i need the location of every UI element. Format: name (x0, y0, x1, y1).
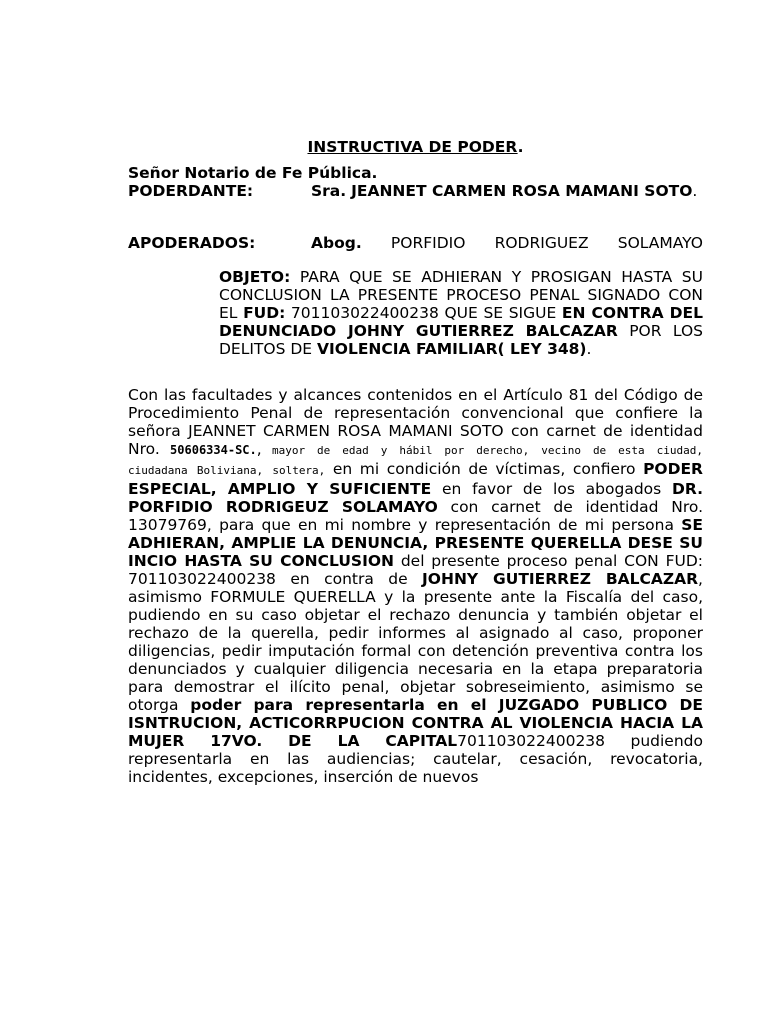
apoderados-prefix: Abog. (311, 234, 362, 252)
salutation: Señor Notario de Fe Pública. (128, 164, 378, 182)
apoderados-name: PORFIDIO RODRIGUEZ SOLAMAYO (390, 234, 703, 252)
body-bold-3: SE ADHIERAN, AMPLIE LA DENUNCIA, PRESENTE QUERELLA DESE SU INCIO HASTA SU CONCLUSION (128, 516, 703, 570)
body-text-3: en mi condición de víctimas, confiero (325, 460, 644, 478)
objeto-text-3: POR LOS DELITOS DE (219, 322, 703, 358)
objeto-paragraph (219, 268, 703, 358)
apoderados-row (128, 234, 703, 252)
document-title (128, 137, 703, 157)
poderdante-period: . (692, 182, 698, 200)
body-text-1: Con las facultades y alcances contenidos en el Artículo 81 del Código de Procedimiento Penal de representación convencional que confiere la señora JEANNET CARMEN ROSA MAMANI SOTO con carnet de identidad Nro. (128, 386, 703, 458)
body-text-7: , asimismo FORMULE QUERELLA y la presente ante la Fiscalía del caso, pudiendo en su caso objetar el rechazo denuncia y también objetar el rechazo de la querella, pedir informes al asignado al caso, proponer diligencias, pedir imputación formal con detención preventiva contra los denunciados y cualquier diligencia necesaria en la etapa preparatoria para demostrar el ilícito penal, objetar sobreseimiento, asimismo se otorga (128, 570, 703, 714)
body-bold-5: poder para representarla en el JUZGADO PUBLICO DE ISNTRUCION, ACTICORRPUCION CONTRA AL VIOLENCIA HACIA LA MUJER 17VO. DE LA CAPITAL (128, 696, 703, 750)
objeto-label: OBJETO: (219, 268, 291, 286)
body-text-5: con carnet de identidad Nro. 13079769, para que en mi nombre y representación de mi persona (128, 498, 703, 534)
body-text-8: 701103022400238 pudiendo representarla en las audiencias; cautelar, cesación, revocatoria, incidentes, excepciones, inserción de nuevos (128, 732, 703, 786)
body-paragraph (128, 386, 703, 786)
title-period: . (517, 138, 524, 156)
objeto-fud-label: FUD: (243, 304, 286, 322)
body-small-text: mayor de edad y hábil por derecho, vecino de esta ciudad, ciudadana Boliviana, soltera, (128, 444, 703, 477)
poderdante-row (128, 182, 703, 218)
poderdante-prefix: Sra. (311, 182, 347, 200)
objeto-bold-2: VIOLENCIA FAMILIAR( LEY 348) (317, 340, 587, 358)
apoderados-value (311, 234, 703, 252)
body-bold-2: DR. PORFIDIO RODRIGEUZ SOLAMAYO (128, 480, 704, 516)
body-text-4: en favor de los abogados (431, 480, 673, 498)
title-text: INSTRUCTIVA DE PODER (307, 138, 518, 156)
objeto-text-2: 701103022400238 QUE SE SIGUE (285, 304, 562, 322)
poderdante-label: PODERDANTE: (128, 182, 254, 200)
poderdante-value (311, 182, 703, 200)
objeto-text-4: . (586, 340, 592, 358)
apoderados-label: APODERADOS: (128, 234, 256, 252)
poderdante-name: JEANNET CARMEN ROSA MAMANI SOTO (351, 182, 693, 200)
body-text-2: , (256, 440, 272, 458)
body-bold-1: PODER ESPECIAL, AMPLIO Y SUFICIENTE (128, 460, 703, 498)
objeto-text-1: PARA QUE SE ADHIERAN Y PROSIGAN HASTA SU CONCLUSION LA PRESENTE PROCESO PENAL SIGNADO CON EL (219, 268, 703, 322)
body-text-6: del presente proceso penal CON FUD: 701103022400238 en contra de (128, 552, 703, 588)
body-ci-number: 50606334-SC. (170, 443, 257, 457)
body-bold-4: JOHNY GUTIERREZ BALCAZAR (422, 570, 699, 588)
objeto-bold-1: EN CONTRA DEL DENUNCIADO JOHNY GUTIERREZ BALCAZAR (219, 304, 703, 340)
